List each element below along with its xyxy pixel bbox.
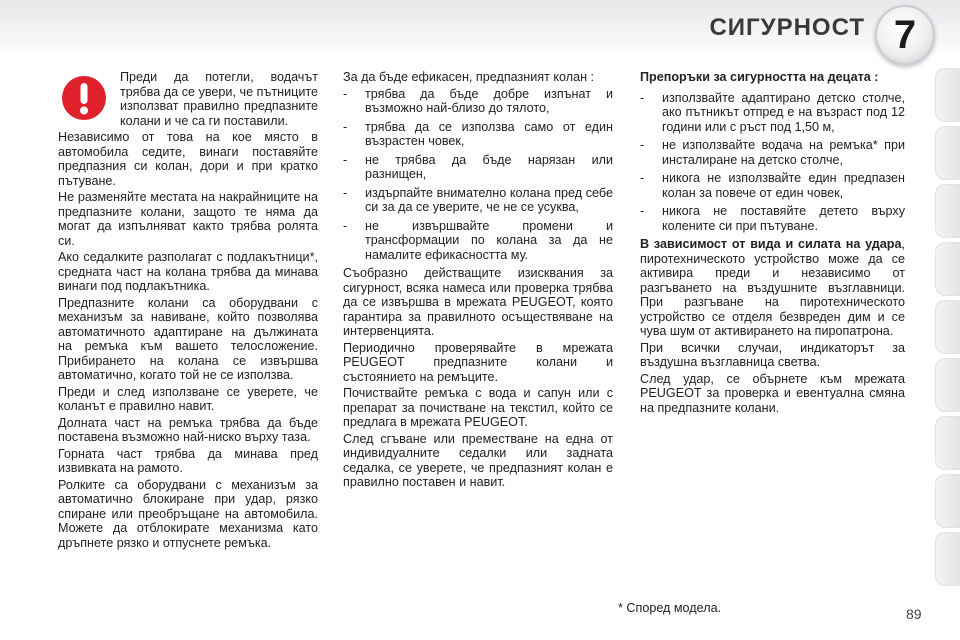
side-tab — [935, 416, 960, 470]
list-item: - никога не използвайте един предпазен колан за повече от един човек, — [640, 171, 905, 200]
side-tab — [935, 532, 960, 586]
list-item: - никога не поставяйте детето върху колените си при пътуване. — [640, 204, 905, 233]
paragraph: Почиствайте ремъка с вода и сапун или с препарат за почистване на текстил, който се предлага в мрежата PEUGEOT. — [343, 386, 613, 429]
list-item: - не използвайте водача на ремъка* при инсталиране на детско столче, — [640, 138, 905, 167]
side-tab — [935, 68, 960, 122]
impact-rest: , пиротехническото устройство може да се активира преди и независимо от разгъването на въздушните възглавници. При разгъване на пиротехническото устройство се отделя безвреден дим и се чува шум от активирането на пиропатрона. — [640, 237, 905, 338]
column-left — [58, 70, 318, 552]
paragraph: След удар, се обърнете към мрежата PEUGEOT за проверка и евентуална смяна на предпазните колани. — [640, 371, 905, 415]
side-tab — [935, 242, 960, 296]
child-safety-heading: Препоръки за сигурността на децата : — [640, 70, 879, 84]
belt-requirements-list — [343, 87, 613, 263]
paragraph: След сгъване или преместване на една от индивидуалните седалки или задната седалка, се уверете, че предпазният колан е правилно поставен и навит. — [343, 431, 613, 489]
chapter-badge — [875, 5, 935, 65]
list-item: - трябва да се използва само от един възрастен човек, — [343, 119, 613, 148]
warning-text: Преди да потегли, водачът трябва да се увери, че пътниците използват правилно предпазните колани и че са ги поставили. — [120, 70, 318, 128]
paragraph: Ролките са оборудвани с механизъм за автоматично блокиране при удар, рязко спиране или преобръщане на автомобила. Можете да отблокирате механизма като дръпнете рязко и отпуснете ремъка. — [58, 477, 318, 550]
paragraph: Съобразно действащите изисквания за сигурност, всяка намеса или проверка трябва да се извършва в мрежата PEUGEOT, която гарантира за правилното осъществяване на интервенцията. — [343, 266, 613, 338]
section-title: СИГУРНОСТ — [709, 14, 865, 41]
paragraph: Долната част на ремъка трябва да бъде поставена възможно най-ниско върху таза. — [58, 415, 318, 444]
list-item: - трябва да бъде добре изпънат и възможно най-близо до тялото, — [343, 86, 613, 115]
child-safety-list — [640, 91, 905, 234]
list-item: - не извършвайте промени и трансформации по колана за да не намалите ефикасността му. — [343, 218, 613, 262]
impact-paragraph — [640, 237, 905, 339]
side-tabs — [930, 68, 960, 628]
page-header — [0, 0, 960, 58]
paragraph: Предпазните колани са оборудвани с механизъм за навиване, който позволява автоматичното адаптиране на дължината на ремъка към вашето телосложение. Прибирането на колана се извършва автоматично, когато той не се използва. — [58, 295, 318, 382]
paragraph: Преди и след използване се уверете, че коланът е правилно навит. — [58, 384, 318, 413]
side-tab — [935, 474, 960, 528]
paragraph: Не разменяйте местата на накрайниците на предпазните колани, защото те няма да могат да изпълняват както трябва ролята си. — [58, 190, 318, 248]
list-item: - не трябва да бъде нарязан или разнищен, — [343, 152, 613, 181]
column-right — [640, 70, 905, 417]
chapter-number: 7 — [893, 13, 917, 57]
side-tab — [935, 358, 960, 412]
list-item: - използвайте адаптирано детско столче, ако пътникът отпред е на възраст под 12 години или с ръст под 1,50 м, — [640, 90, 905, 134]
footnote: * Според модела. — [618, 601, 722, 615]
impact-bold: В зависимост от вида и силата на удара — [640, 237, 902, 251]
paragraph: Независимо от това на кое място в автомобила седите, винаги поставяйте предпазния си колан, дори и при кратко пътуване. — [58, 130, 318, 188]
list-item: - издърпайте внимателно колана пред себе си за да се уверите, че не се усуква, — [343, 185, 613, 214]
paragraph: При всички случаи, индикаторът за въздушна възглавница светва. — [640, 340, 905, 369]
side-tab — [935, 126, 960, 180]
exclamation-warning-icon — [60, 74, 108, 122]
paragraph: Горната част трябва да минава пред извивката на рамото. — [58, 446, 318, 475]
warning-block — [58, 70, 318, 130]
side-tab — [935, 300, 960, 354]
side-tab — [935, 184, 960, 238]
paragraph: Ако седалките разполагат с подлакътници*, средната част на колана трябва да минава винаги под подлакътника. — [58, 250, 318, 293]
paragraph: Периодично проверявайте в мрежата PEUGEOT предпазните колани и състоянието на ремъците. — [343, 340, 613, 384]
page-number: 89 — [906, 606, 922, 622]
paragraph: За да бъде ефикасен, предпазният колан : — [343, 70, 595, 84]
column-middle — [343, 70, 613, 492]
